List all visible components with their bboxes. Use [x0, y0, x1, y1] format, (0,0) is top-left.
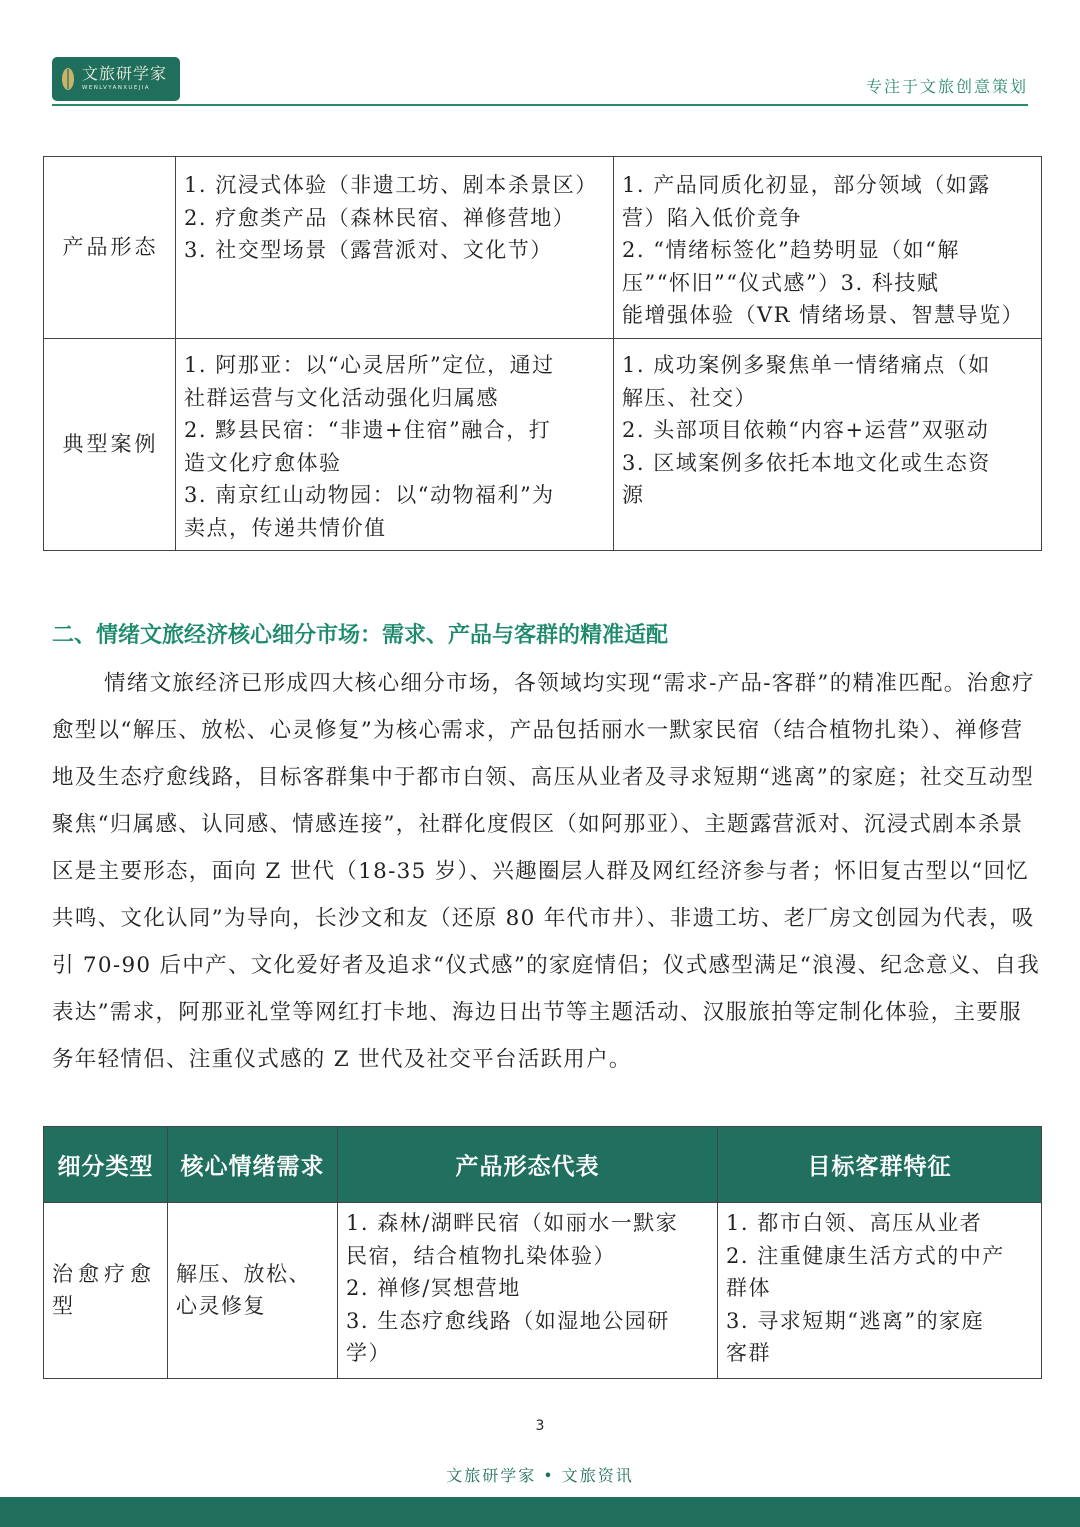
cell-line: 1. 森林/湖畔民宿（如丽水一默家: [346, 1211, 679, 1235]
table-row: [44, 1203, 1042, 1379]
cell-line: 压”“怀旧”“仪式感”）3. 科技赋: [622, 270, 940, 295]
paragraph-text: 情绪文旅经济已形成四大核心细分市场，各领域均实现“需求-产品-客群”的精准匹配。治愈疗愈型以“解压、放松、心灵修复”为核心需求，产品包括丽水一默家民宿（结合植物扎染）、禅修营地及生态疗愈线路，目标客群集中于都市白领、高压从业者及寻求短期“逃离”的家庭；社交互动型聚焦“归属感、认同感、情感连接”，社群化度假区（如阿那亚）、主题露营派对、沉浸式剧本杀景区是主要形态，面向 Z 世代（18-35 岁）、兴趣圈层人群及网红经济参与者；怀旧复古型以“回忆共鸣、文化认同”为导向，长沙文和友（还原 80 年代市井）、非遗工坊、老厂房文创园为代表，吸引 70-90 后中产、文化爱好者及追求“仪式感”的家庭情侣；仪式感型满足“浪漫、纪念意义、自我表达”需求，阿那亚礼堂等网红打卡地、海边日出节等主题活动、汉服旅拍等定制化体验，主要服务年轻情侣、注重仪式感的 Z 世代及社交平台活跃用户。: [52, 671, 1041, 1072]
cell-line: 客群: [726, 1341, 771, 1365]
section-paragraph: [52, 660, 1042, 1083]
cell-line: 3. 寻求短期“逃离”的家庭: [726, 1308, 985, 1333]
target-audience: [718, 1203, 1042, 1379]
page-number: 3: [535, 1418, 545, 1434]
segment-type: 治愈疗愈型: [44, 1203, 168, 1379]
table-cell: [176, 157, 614, 339]
cell-line: 1. 阿那亚：以“心灵居所”定位，通过: [184, 353, 555, 377]
cell-line: 2. 注重健康生活方式的中产: [726, 1243, 1005, 1268]
section-heading: 二、情绪文旅经济核心细分市场：需求、产品与客群的精准适配: [52, 623, 669, 648]
column-header: 产品形态代表: [338, 1127, 718, 1203]
leaf-logo-icon: [60, 67, 76, 91]
cell-line: 2. 黟县民宿：“非遗+住宿”融合，打: [184, 418, 552, 442]
table-cell: [176, 339, 614, 551]
cell-line: 群体: [726, 1276, 771, 1300]
table-row: [44, 339, 1042, 551]
cell-line: 1. 都市白领、高压从业者: [726, 1211, 983, 1235]
column-header: 目标客群特征: [718, 1127, 1042, 1203]
brand-logo: [52, 57, 180, 101]
cell-line: 2. 疗愈类产品（森林民宿、禅修营地）: [184, 205, 576, 230]
table-cell: [614, 157, 1042, 339]
header-divider: [52, 104, 1028, 106]
cell-line: 2. 头部项目依赖“内容+运营”双驱动: [622, 418, 990, 442]
row-label: 产品形态: [44, 157, 176, 339]
cell-line: 3. 生态疗愈线路（如湿地公园研: [346, 1308, 670, 1333]
cell-line: 造文化疗愈体验: [184, 450, 342, 475]
table-row: [44, 157, 1042, 339]
cell-line: 3. 南京红山动物园：以“动物福利”为: [184, 483, 555, 507]
row-label: 典型案例: [44, 339, 176, 551]
cell-line: 卖点，传递共情价值: [184, 515, 387, 540]
market-summary-table: [43, 156, 1042, 551]
cell-line: 学）: [346, 1341, 391, 1365]
cell-line: 源: [622, 483, 645, 507]
cell-line: 3. 区域案例多依托本地文化或生态资: [622, 450, 991, 475]
cell-line: 1. 产品同质化初显，部分领域（如露: [622, 173, 991, 197]
header-tagline: 专注于文旅创意策划: [865, 77, 1028, 96]
cell-line: 能增强体验（VR 情绪场景、智慧导览）: [622, 303, 1025, 327]
cell-line: 3. 社交型场景（露营派对、文化节）: [184, 238, 553, 262]
footer-text: 文旅研学家 • 文旅资讯: [446, 1466, 634, 1485]
cell-line: 民宿，结合植物扎染体验）: [346, 1243, 616, 1268]
logo-subtitle: WENLVYANXUEJIA: [82, 85, 150, 92]
table-cell: [614, 339, 1042, 551]
core-need: 解压、放松、心灵修复: [168, 1203, 338, 1379]
product-forms: [338, 1203, 718, 1379]
cell-line: 2. “情绪标签化”趋势明显（如“解: [622, 238, 960, 262]
column-header: 核心情绪需求: [168, 1127, 338, 1203]
cell-line: 1. 成功案例多聚焦单一情绪痛点（如: [622, 353, 991, 377]
logo-name: 文旅研学家: [82, 64, 168, 84]
cell-line: 解压、社交）: [622, 385, 757, 410]
cell-line: 2. 禅修/冥想营地: [346, 1276, 521, 1300]
column-header: 细分类型: [44, 1127, 168, 1203]
cell-line: 社群运营与文化活动强化归属感: [184, 385, 499, 410]
segment-table: [43, 1126, 1042, 1379]
footer-bar: [0, 1497, 1080, 1527]
cell-line: 营）陷入低价竞争: [622, 205, 802, 230]
cell-line: 1. 沉浸式体验（非遗工坊、剧本杀景区）: [184, 173, 598, 197]
table-header-row: [44, 1127, 1042, 1203]
